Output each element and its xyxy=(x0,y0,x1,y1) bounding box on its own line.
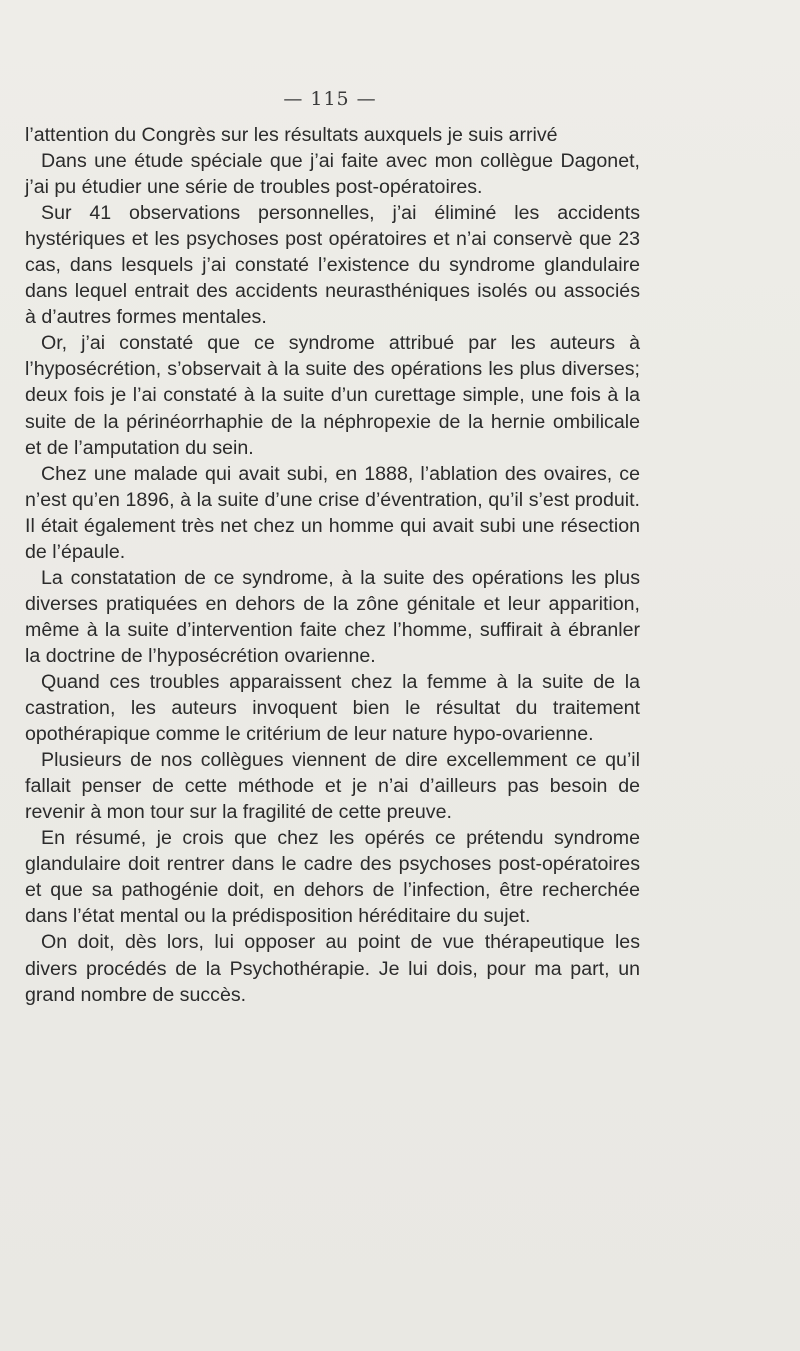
paragraph-etude-speciale: Dans une étude spéciale que j’ai faite avec mon collègue Dagonet, j’ai pu étudier une série de troubles post-opératoires. xyxy=(25,150,640,199)
page-number: — 115 — xyxy=(283,88,377,110)
paragraph-castration: Quand ces troubles apparaissent chez la femme à la suite de la castration, les auteurs invoquent bien le résultat du traitement opothérapique comme le critérium de leur nature hypo-ovarienne. xyxy=(25,670,640,746)
paragraph-collegues: Plusieurs de nos collègues viennent de dire excellemment ce qu’il fallait penser de cette méthode et je n’ai d’ailleurs pas besoin de revenir à mon tour sur la fragilité de cette preuve. xyxy=(25,749,640,824)
paragraph-malade-ovaires: Chez une malade qui avait subi, en 1888, l’ablation des ovaires, ce n’est qu’en 1896, à la suite d’une crise d’éventration, qu’il s’est produit. Il était également très net chez un homme qui avait subi une résection de l’épaule. xyxy=(25,462,640,563)
paragraph-syndrome-hyposecretion: Or, j’ai constaté que ce syndrome attribué par les auteurs à l’hyposécrétion, s’observait à la suite des opérations les plus diverses; deux fois je l’ai constaté à la suite d’un curettage simple, une fois à la suite de la périnéorrhaphie de la néphropexie de la hernie ombilicale et de l’amputation du sein. xyxy=(25,332,640,459)
body-text xyxy=(25,122,640,1008)
paragraph-therapeutique: On doit, dès lors, lui opposer au point de vue thérapeutique les divers procédés de la Psychothérapie. Je lui dois, pour ma part, un grand nombre de succès. xyxy=(25,931,640,1006)
paragraph-constatation: La constatation de ce syndrome, à la suite des opérations les plus diverses pratiquées en dehors de la zône génitale et leur apparition, même à la suite d’intervention faite chez l’homme, suffirait à ébranler la doctrine de l’hyposécrétion ovarienne. xyxy=(25,566,640,667)
paragraph-observations: Sur 41 observations personnelles, j’ai éliminé les accidents hystériques et les psychoses post opératoires et n’ai conservè que 23 cas, dans lesquels j’ai constaté l’existence du syndrome glandulaire dans lequel entrait des accidents neurasthéniques isolés ou associés à d’autres formes mentales. xyxy=(25,202,640,329)
paragraph-resume: En résumé, je crois que chez les opérés ce prétendu syndrome glandulaire doit rentrer dans le cadre des psychoses post-opératoires et que sa pathogénie doit, en dehors de l’infection, être recherchée dans l’état mental ou la prédisposition héréditaire du sujet. xyxy=(25,827,640,928)
paragraph-continuation: l’attention du Congrès sur les résultats auxquels je suis arrivé xyxy=(25,124,558,146)
